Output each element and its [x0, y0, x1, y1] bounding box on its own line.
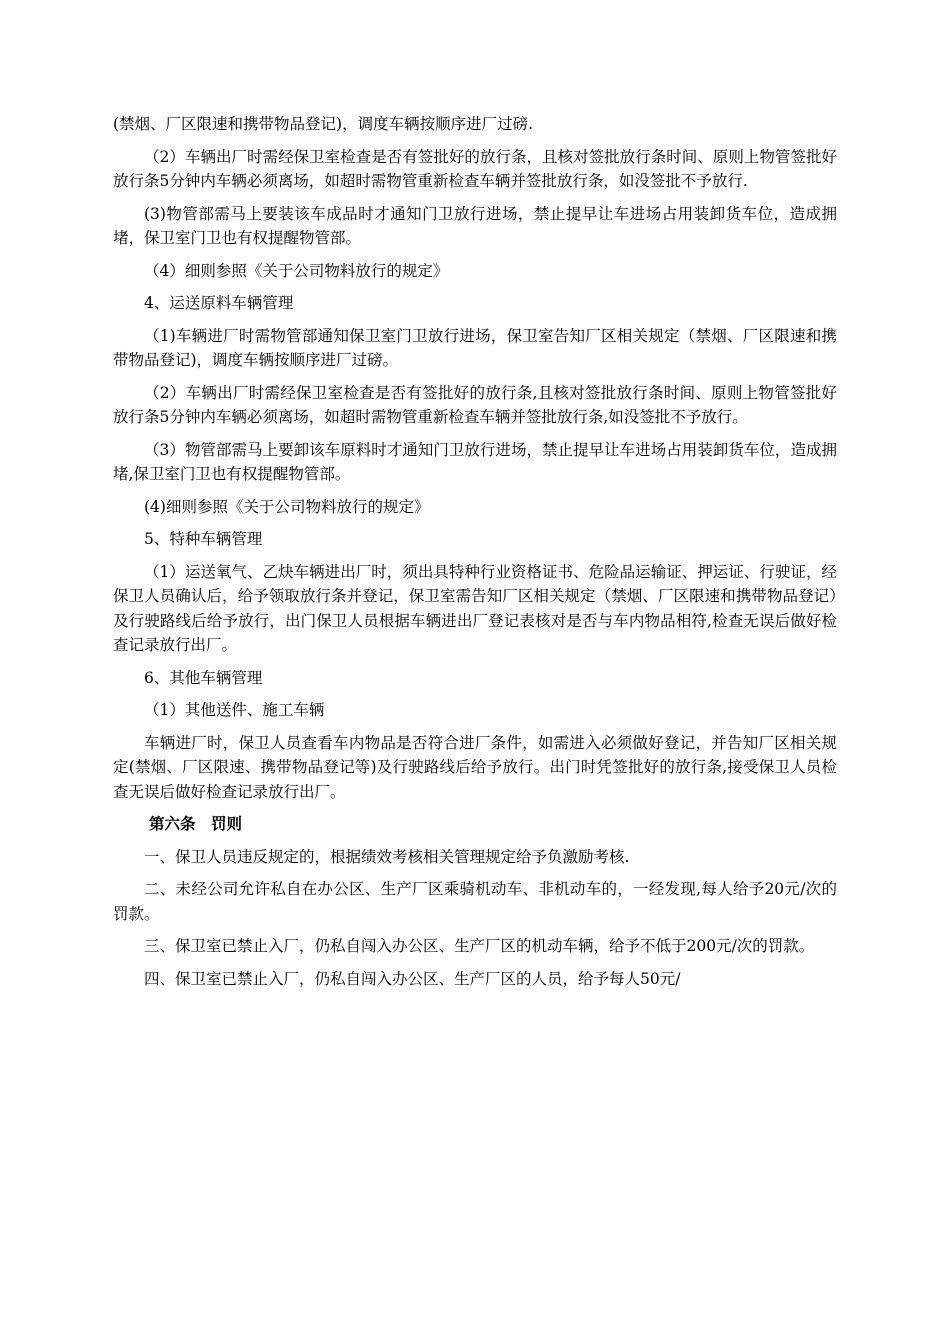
- paragraph-raw-material-unloading-notice: （3）物管部需马上要卸该车原料时才通知门卫放行进场，禁止提早让车进场占用装卸货车位，造成拥堵,保卫室门卫也有权提醒物管部。: [113, 440, 837, 483]
- section-raw-material-vehicles: 4、运送原料车辆管理: [144, 294, 294, 312]
- section-other-vehicles: 6、其他车辆管理: [144, 668, 263, 687]
- paragraph-product-exit-check: （2）车辆出厂时需经保卫室检查是否有签批好的放行条，且核对签批放行条时间、原则上物管签批好放行条5分钟内车辆必须离场，如超时需物管重新检查车辆并签批放行条，如没签批不予放行.: [113, 147, 837, 190]
- penalty-item-three: 三、保卫室已禁止入厂，仍私自闯入办公区、生产厂区的机动车辆，给予不低于200元/次的罚款。: [144, 937, 815, 955]
- section-special-vehicles: 5、特种车辆管理: [144, 530, 263, 548]
- subsection-delivery-construction-vehicles: （1）其他送件、施工车辆: [144, 701, 325, 719]
- penalty-item-one: 一、保卫人员违反规定的，根据绩效考核相关管理规定给予负激励考核.: [144, 847, 630, 866]
- penalty-item-two: 二、未经公司允许私自在办公区、生产厂区乘骑机动车、非机动车的，一经发现,每人给予20元/次的罚款。: [113, 880, 837, 923]
- paragraph-product-rules-reference: （4）细则参照《关于公司物料放行的规定》: [144, 261, 449, 280]
- paragraph-product-loading-notice: (3)物管部需马上要装该车成品时才通知门卫放行进场，禁止提早让车进场占用装卸货车位，造成拥堵，保卫室门卫也有权提醒物管部。: [113, 204, 837, 247]
- paragraph-other-vehicles-rules: 车辆进厂时，保卫人员查看车内物品是否符合进厂条件，如需进入必须做好登记，并告知厂区相关规定(禁烟、厂区限速、携带物品登记等)及行驶路线后给予放行。出门时凭签批好的放行条,接受保卫人员检查无误后做好检查记录放行出厂。: [113, 733, 837, 801]
- penalty-item-four: 四、保卫室已禁止入厂，仍私自闯入办公区、生产厂区的人员，给予每人50元/: [144, 969, 681, 988]
- paragraph-special-vehicles-rules: （1）运送氧气、乙炔车辆进出厂时，须出具特种行业资格证书、危险品运输证、押运证、行驶证，经保卫人员确认后，给予领取放行条并登记，保卫室需告知厂区相关规定（禁烟、厂区限速和携带物品登记）及行驶路线后给予放行，出门保卫人员根据车辆进出厂登记表核对是否与车内物品相符,检查无误后做好检查记录放行出厂。: [113, 562, 837, 654]
- paragraph-raw-material-exit-check: （2）车辆出厂时需经保卫室检查是否有签批好的放行条,且核对签批放行条时间、原则上物管签批好放行条5分钟内车辆必须离场，如超时需物管重新检查车辆并签批放行条,如没签批不予放行。: [113, 383, 837, 426]
- paragraph-vehicle-entry-continued: (禁烟、厂区限速和携带物品登记)，调度车辆按顺序进厂过磅.: [113, 115, 534, 133]
- article-six-heading: 第六条 罚则: [149, 814, 243, 833]
- paragraph-raw-material-rules-reference: (4)细则参照《关于公司物料放行的规定》: [144, 497, 430, 516]
- paragraph-raw-material-entry: （1)车辆进厂时需物管部通知保卫室门卫放行进场，保卫室告知厂区相关规定（禁烟、厂区限速和携带物品登记)，调度车辆按顺序进厂过磅。: [113, 326, 837, 369]
- document-page: [113, 112, 837, 999]
